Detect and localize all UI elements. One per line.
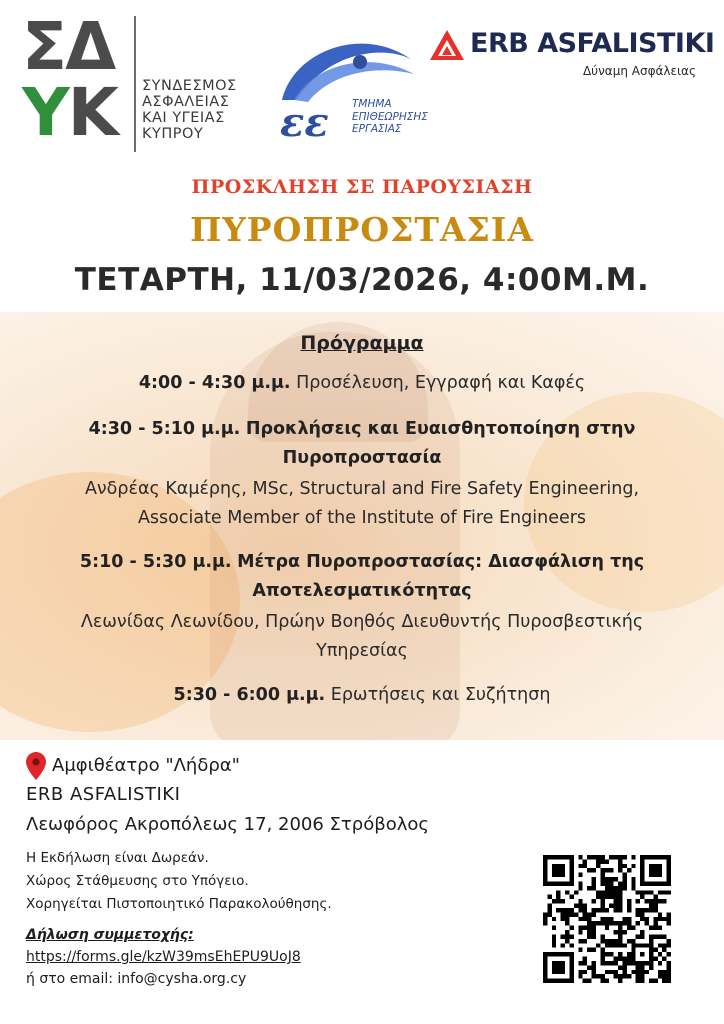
registration-email[interactable]: ή στο email: info@cysha.org.cy (26, 971, 247, 987)
erb-brand-name: ERB ASFALISTIKI (470, 28, 715, 59)
erb-asfalistiki-logo (430, 28, 715, 88)
event-datetime: ΤΕΤΑΡΤΗ, 11/03/2026, 4:00Μ.Μ. (74, 262, 650, 298)
registration-label: Δήλωση συμμετοχής: (26, 927, 194, 943)
sayk-logo (20, 8, 260, 156)
program-speaker: Associate Member of the Institute of Fire Engineers (137, 508, 587, 528)
invitation-heading: ΠΡΟΣΚΛΗΣΗ ΣΕ ΠΑΡΟΥΣΙΑΣΗ (191, 176, 533, 198)
erb-triangle-icon (430, 30, 464, 60)
info-note: Η Εκδήλωση είναι Δωρεάν. (26, 850, 209, 866)
sayk-divider (134, 16, 136, 152)
program-section (0, 312, 724, 740)
erb-tagline: Δύναμη Ασφάλειας (582, 64, 696, 78)
svg-text:εε: εε (280, 99, 329, 146)
program-speaker: Υπηρεσίας (316, 641, 408, 661)
program-item: 5:10 - 5:30 μ.μ. Μέτρα Πυροπροστασίας: Διασφάλιση της (79, 552, 645, 572)
program-item: 5:30 - 6:00 μ.μ. Ερωτήσεις και Συζήτηση (173, 685, 551, 705)
program-item: 4:30 - 5:10 μ.μ. Προκλήσεις και Ευαισθητοποίηση στην (88, 419, 636, 439)
venue-name: Αμφιθέατρο "Λήδρα" (52, 755, 240, 776)
program-speaker: Ανδρέας Καμέρης, MSc, Structural and Fire Safety Engineering, (84, 479, 640, 499)
info-note: Χορηγείται Πιστοποιητικό Παρακολούθησης. (26, 896, 332, 912)
sayk-name: ΣΥΝΔΕΣΜΟΣ ΑΣΦΑΛΕΙΑΣ ΚΑΙ ΥΓΕΙΑΣ ΚΥΠΡΟΥ (142, 78, 237, 142)
location-pin-icon (26, 752, 46, 780)
program-title: Πρόγραμμα (300, 332, 424, 354)
program-speaker: Λεωνίδας Λεωνίδου, Πρώην Βοηθός Διευθυντής Πυροσβεστικής (80, 612, 644, 632)
info-note: Χώρος Στάθμευσης στο Υπόγειο. (26, 873, 249, 889)
labour-inspection-logo (274, 30, 444, 148)
program-item: 4:00 - 4:30 μ.μ. Προσέλευση, Εγγραφή και Καφές (138, 373, 586, 393)
event-topic: ΠΥΡΟΠΡΟΣΤΑΣΙΑ (190, 210, 534, 249)
venue-address: Λεωφόρος Ακροπόλεως 17, 2006 Στρόβολος (26, 814, 429, 835)
venue-company: ERB ASFALISTIKI (26, 784, 181, 805)
program-item-title-cont: Πυροπροστασία (282, 448, 442, 468)
registration-link[interactable]: https://forms.gle/kzW39msEhEPU9UoJ8 (26, 949, 301, 965)
program-item-title-cont: Αποτελεσματικότητας (252, 581, 472, 601)
qr-code[interactable] (543, 855, 671, 983)
sayk-monogram: ΣΔ ΥΚ (22, 8, 117, 151)
labour-inspection-name: ΤΜΗΜΑ ΕΠΙΘΕΩΡΗΣΗΣ ΕΡΓΑΣΙΑΣ (352, 98, 428, 135)
